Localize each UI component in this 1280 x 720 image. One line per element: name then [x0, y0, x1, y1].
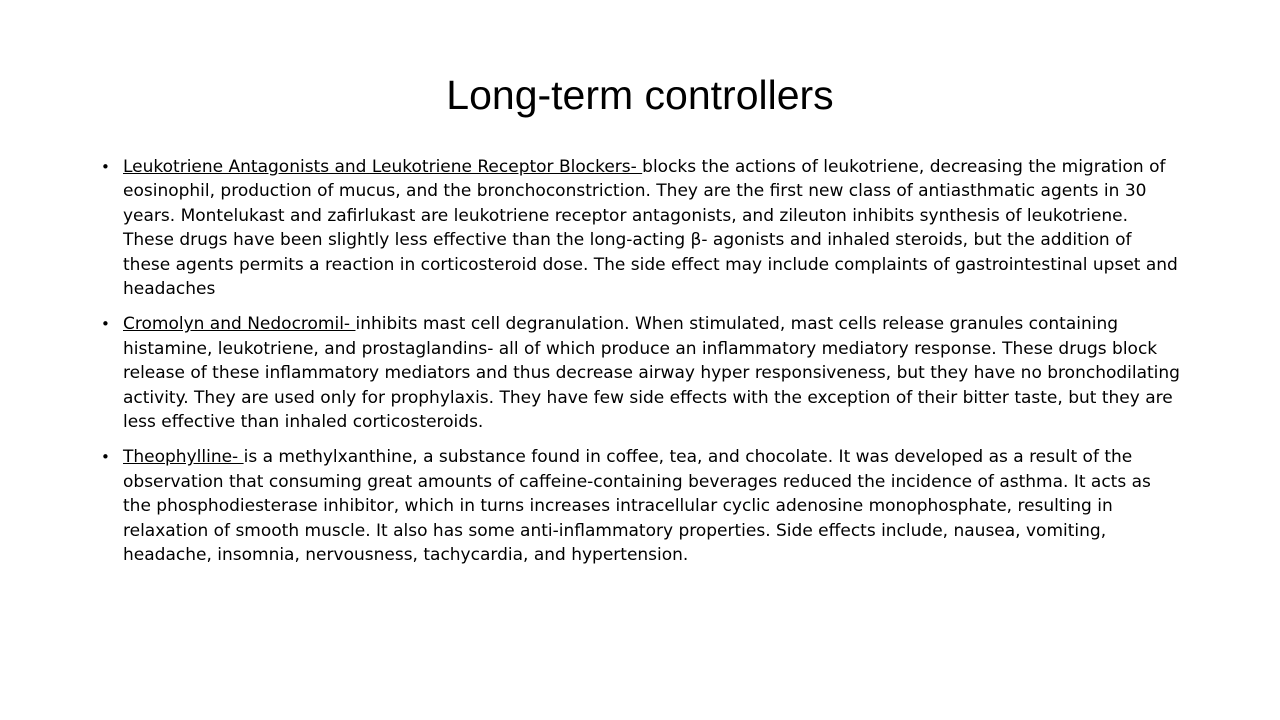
bullet-item-cromolyn [100, 312, 1180, 434]
bullet-item-leukotriene [100, 155, 1180, 301]
bullet-text: blocks the actions of leukotriene, decreasing the migration of eosinophil, production of mucus, and the bronchoconstriction. They are the first new class of antiasthmatic agents in 30 years. Montelukast and zafirlukast are leukotriene receptor antagonists, and zileuton inhibits synthesis of leukotriene. These drugs have been slightly less effective than the long-acting β- agonists and inhaled steroids, but the addition of these agents permits a reaction in corticosteroid dose. The side effect may include complaints of gastrointestinal upset and headaches [123, 157, 1178, 300]
bullet-text: is a methylxanthine, a substance found in coffee, tea, and chocolate. It was developed as a result of the observation that consuming great amounts of caffeine-containing beverages reduced the incidence of asthma. It acts as the phosphodiesterase inhibitor, which in turns increases intracellular cyclic adenosine monophosphate, resulting in relaxation of smooth muscle. It also has some anti-inflammatory properties. Side effects include, nausea, vomiting, headache, insomnia, nervousness, tachycardia, and hypertension. [123, 447, 1151, 566]
slide-title: Long-term controllers [446, 72, 834, 118]
bullet-term: Theophylline- [123, 447, 244, 468]
bullet-item-theophylline [100, 445, 1180, 567]
bullet-marker: • [101, 448, 110, 467]
bullet-text: inhibits mast cell degranulation. When stimulated, mast cells release granules containing histamine, leukotriene, and prostaglandins- all of which produce an inflammatory mediatory response. These drugs block release of these inflammatory mediators and thus decrease airway hyper responsiveness, but they have no bronchodilating activity. They are used only for prophylaxis. They have few side effects with the exception of their bitter taste, but they are less effective than inhaled corticosteroids. [123, 314, 1180, 433]
bullet-term: Cromolyn and Nedocromil- [123, 314, 356, 335]
bullet-marker: • [101, 315, 110, 334]
bullet-marker: • [101, 158, 110, 176]
bullet-term: Leukotriene Antagonists and Leukotriene Receptor Blockers- [123, 157, 643, 177]
bullet-list [100, 155, 1180, 579]
